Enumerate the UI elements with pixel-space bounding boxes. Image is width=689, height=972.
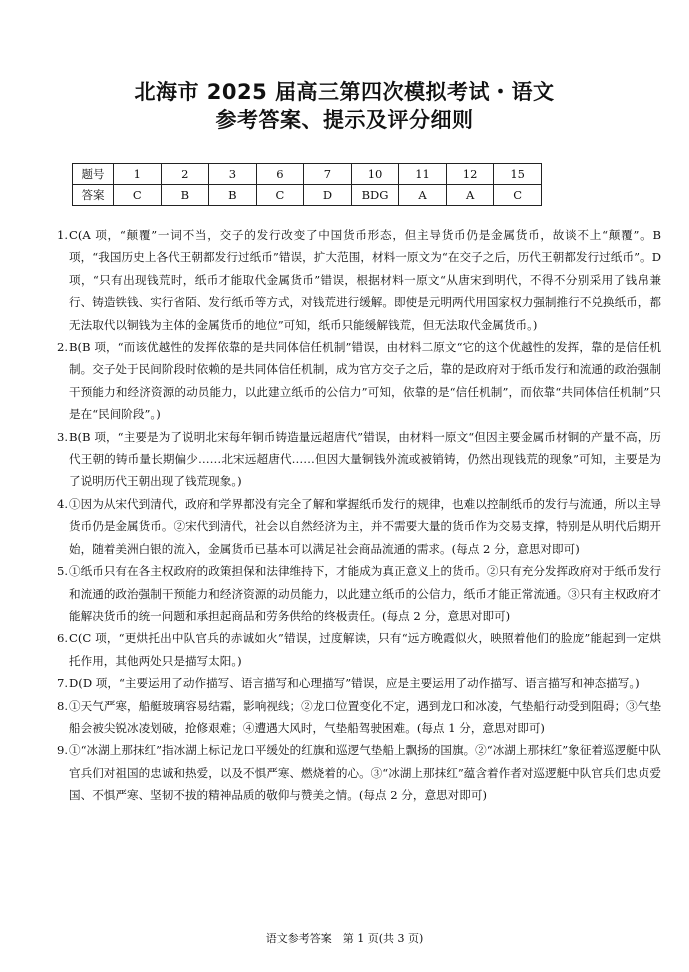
question-cell: 10 (351, 164, 399, 185)
question-cell: 7 (304, 164, 352, 185)
item-text: B(B 项，“而该优越性的发挥依靠的是共同体信任机制”错误，由材料二原文“它的这个优越性的发挥，靠的是信任机制。交子处于民间阶段时依赖的是共同体信任机制，成为官方交子之后，靠的是政府对于纸币发行和流通的政治强制干预能力和经济资源的动员能力，以此建立纸币的公信力”可知，依靠的是“信任机制”，而依靠“共同体信任机制”只是在“民间阶段”。) (69, 340, 661, 422)
question-cell: 12 (446, 164, 494, 185)
item-text: ①因为从宋代到清代，政府和学界都没有完全了解和掌握纸币发行的规律，也难以控制纸币的发行与流通，所以主导货币仍是金属货币。②宋代到清代，社会以自然经济为主，并不需要大量的货币作为交易支撑，特别是从明代后期开始，随着美洲白银的流入，金属货币已基本可以满足社会商品流通的需求。(每点 2 分，意思对即可) (69, 496, 661, 556)
explanation-item-6 (57, 627, 661, 672)
item-text: ①纸币只有在各主权政府的政策担保和法律维持下，才能成为真正意义上的货币。②只有充分发挥政府对于纸币发行和流通的政治强制干预能力和经济资源的动员能力，以此建立纸币的公信力，纸币才能正常流通。③只有主权政府才能解决货币的统一问题和承担起商品和劳务供给的终极责任。(每点 2 分，意思对即可) (69, 564, 661, 623)
explanation-item-5 (57, 560, 661, 627)
item-number: 1. (57, 228, 69, 242)
explanation-item-8 (57, 695, 661, 740)
question-cell: 15 (494, 164, 542, 185)
row-label-answer: 答案 (73, 185, 114, 206)
answer-cell: C (114, 185, 162, 206)
answer-cell: B (161, 185, 209, 206)
question-cell: 11 (399, 164, 447, 185)
explanation-item-3 (57, 426, 661, 493)
explanation-item-9 (57, 739, 661, 806)
question-cell: 3 (209, 164, 257, 185)
explanation-item-2 (57, 336, 661, 426)
answer-cell: BDG (351, 185, 399, 206)
explanation-item-4 (57, 493, 661, 560)
page-footer: 语文参考答案 第 1 页(共 3 页) (265, 932, 424, 945)
answer-table (72, 163, 542, 206)
item-text: C(A 项，“颠覆”一词不当，交子的发行改变了中国货币形态，但主导货币仍是金属货币，故谈不上“颠覆”。B 项，“我国历史上各代王朝都发行过纸币”错误，扩大范围，材料一原文为“在交子之后，历代王朝都发行过纸币”。D 项，“只有出现钱荒时，纸币才能取代金属货币”错误，根据材料一原文“从唐宋到明代，不得不分别采用了钱帛兼行、铸造铁钱、实行省陌、发行纸币等方式，对钱荒进行缓解。即使是元明两代用国家权力强制推行不兑换纸币，都无法取代以铜钱为主体的金属货币的地位”可知，纸币只能缓解钱荒，但无法取代金属货币。) (69, 228, 661, 332)
item-number: 9. (57, 743, 69, 758)
item-text: D(D 项，“主要运用了动作描写、语言描写和心理描写”错误，应是主要运用了动作描写、语言描写和神态描写。) (69, 676, 640, 691)
item-number: 3. (57, 429, 69, 444)
question-cell: 6 (256, 164, 304, 185)
answer-cell: B (209, 185, 257, 206)
answer-cell: A (399, 185, 447, 206)
question-number-row (73, 164, 542, 185)
question-cell: 2 (161, 164, 209, 185)
row-label-question: 题号 (73, 164, 114, 185)
item-text: ①天气严寒，船艇玻璃容易结霜，影响视线；②龙口位置变化不定，遇到龙口和冰凌，气垫船行动受到阻碍；③气垫船会被尖锐冰凌划破，抢修艰难；④遭遇大风时，气垫船驾驶困难。(每点 1 分，意思对即可) (69, 698, 661, 735)
item-number: 6. (57, 631, 69, 646)
answer-cell: C (494, 185, 542, 206)
item-number: 2. (57, 340, 69, 355)
answer-explanations (57, 224, 661, 807)
document-subtitle: 参考答案、提示及评分细则 (215, 108, 474, 132)
answer-cell: A (446, 185, 494, 206)
item-number: 4. (57, 496, 69, 511)
item-text: C(C 项，“更烘托出中队官兵的赤诚如火”错误，过度解读，只有“远方晚霞似火，映照着他们的脸庞”能起到一定烘托作用，其他两处只是描写太阳。) (69, 631, 661, 668)
answer-cell: D (304, 185, 352, 206)
answer-row (73, 185, 542, 206)
explanation-item-1 (57, 224, 661, 336)
item-number: 8. (57, 698, 69, 713)
answer-cell: C (256, 185, 304, 206)
document-title: 北海市 2025 届高三第四次模拟考试・语文 (134, 80, 555, 104)
item-number: 5. (57, 564, 69, 579)
question-cell: 1 (114, 164, 162, 185)
explanation-item-7 (57, 672, 661, 694)
item-number: 7. (57, 676, 69, 691)
item-text: B(B 项，“主要是为了说明北宋每年铜币铸造量远超唐代”错误，由材料一原文“但因主要金属币材铜的产量不高，历代王朝的铸币量长期偏少……北宋远超唐代……但因大量铜钱外流或被销铸，仍然出现钱荒的现象”可知，主要是为了说明历代王朝出现了钱荒现象。) (69, 429, 661, 489)
item-text: ①“冰湖上那抹红”指冰湖上标记龙口平缓处的红旗和巡逻气垫船上飘扬的国旗。②“冰湖上那抹红”象征着巡逻艇中队官兵们对祖国的忠诚和热爱，以及不惧严寒、燃烧着的心。③“冰湖上那抹红”蕴含着作者对巡逻艇中队官兵们忠贞爱国、不惧严寒、坚韧不拔的精神品质的敬仰与赞美之情。(每点 2 分，意思对即可) (69, 743, 661, 803)
